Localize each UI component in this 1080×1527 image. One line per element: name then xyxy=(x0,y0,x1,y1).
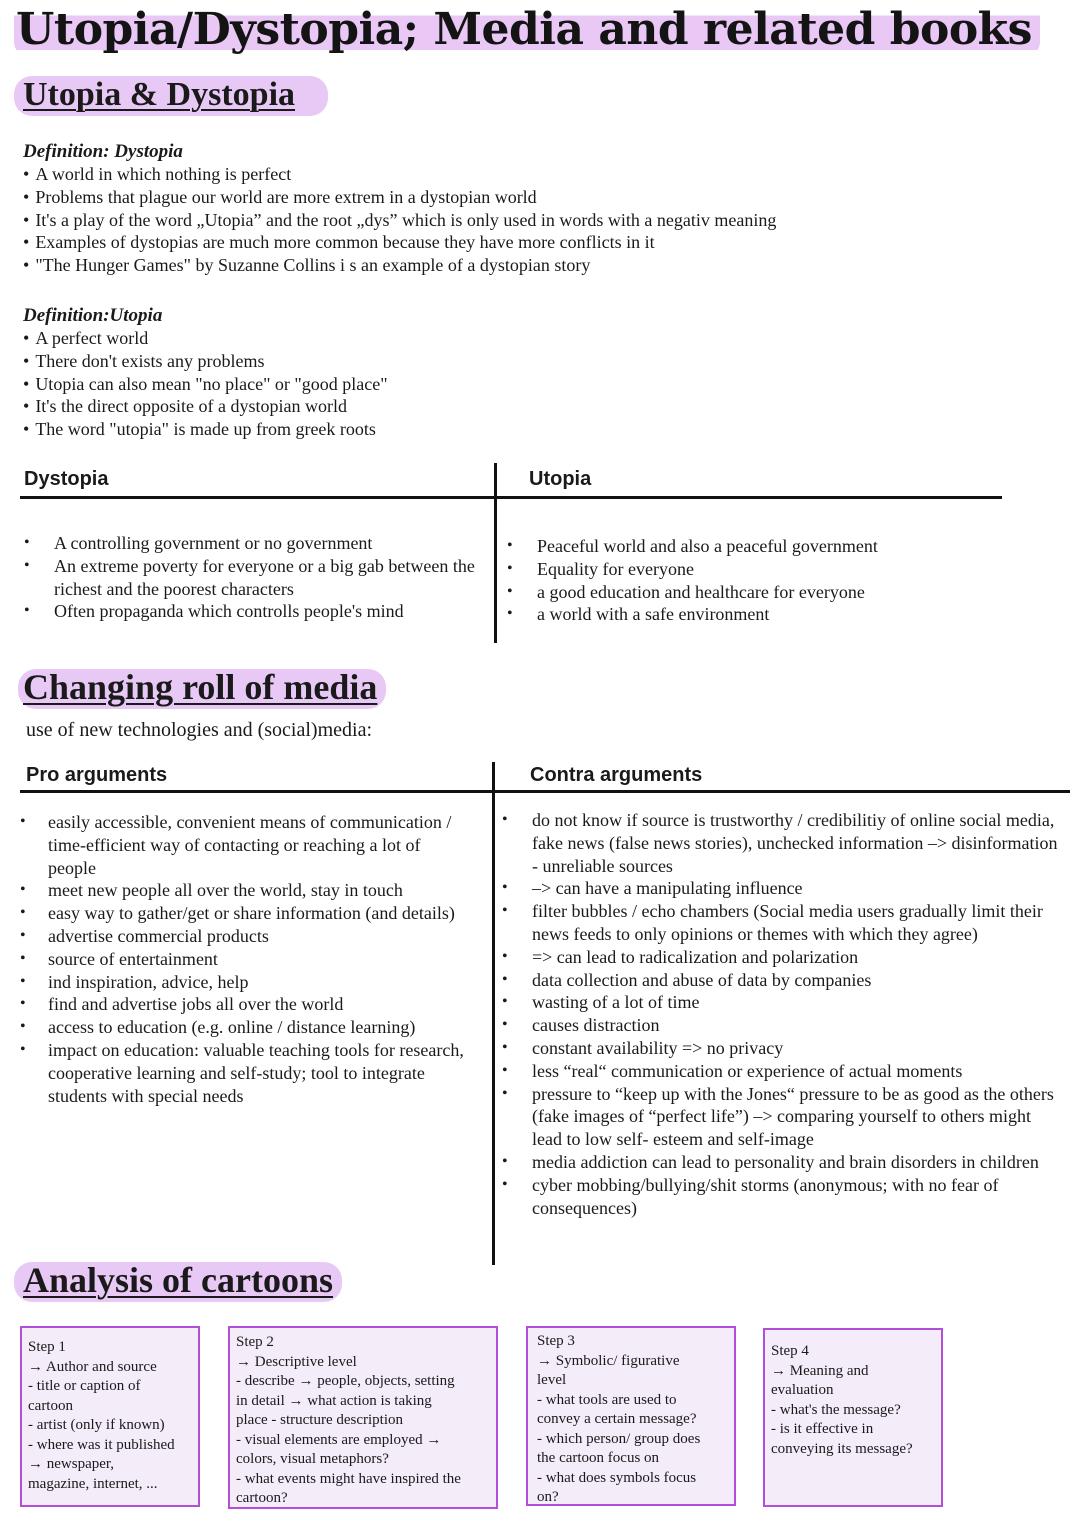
list-item: • find and advertise jobs all over the world xyxy=(20,994,344,1015)
cartoon-step-2: Step 2 → Descriptive level - describe → people, objects, setting in detail → what action is taking place - structure description - visual elements are employed → colors, visual metaphors? - what events might have inspired the cartoon? xyxy=(228,1326,498,1509)
list-item: • It's the direct opposite of a dystopian world xyxy=(23,395,388,418)
list-item: • source of entertainment xyxy=(20,948,218,969)
list-item: • a world with a safe environment xyxy=(507,604,770,625)
list-item: • A controlling government or no government xyxy=(24,533,373,553)
compare-list-utopia xyxy=(507,535,1027,626)
list-item: • cyber mobbing/bullying/shit storms (anonymous; with no fear of consequences) xyxy=(502,1174,999,1218)
list-item: • easy way to gather/get or share information (and details) xyxy=(20,903,455,924)
compare-divider-horizontal xyxy=(20,496,1002,499)
list-item: • Often propaganda which controlls people's mind xyxy=(24,601,404,622)
media-divider-horizontal xyxy=(20,790,1070,793)
definition-dystopia-title: Definition: Dystopia xyxy=(23,141,183,162)
list-item: • It's a play of the word „Utopia” and the root „dys” which is only used in words with a negativ meaning xyxy=(23,209,776,232)
section-heading-media: Changing roll of media xyxy=(23,667,378,707)
compare-heading-utopia: Utopia xyxy=(529,468,592,490)
list-item: • wasting of a lot of time xyxy=(502,992,700,1013)
contra-list xyxy=(502,809,1062,1219)
list-item: • => can lead to radicalization and polarization xyxy=(502,946,859,967)
cartoon-step-3: Step 3 → Symbolic/ figurative level - what tools are used to convey a certain message? - which person/ group does the cartoon focus on - what does symbols focus on? xyxy=(526,1326,736,1506)
list-item: • Examples of dystopias are much more common because they have more conflicts in it xyxy=(23,231,776,254)
definition-dystopia xyxy=(23,141,776,277)
list-item: • meet new people all over the world, stay in touch xyxy=(20,880,403,901)
list-item: • –> can have a manipulating influence xyxy=(502,878,803,899)
list-item: • A world in which nothing is perfect xyxy=(23,163,776,186)
compare-heading-dystopia: Dystopia xyxy=(24,468,109,490)
list-item: • media addiction can lead to personality and brain disorders in children xyxy=(502,1151,1039,1172)
list-item: • impact on education: valuable teaching tools for research, cooperative learning and self-study; tool to integrate students with special needs xyxy=(20,1039,464,1106)
list-item: • ind inspiration, advice, help xyxy=(20,971,249,992)
list-item: • A perfect world xyxy=(23,327,388,350)
definition-dystopia-list xyxy=(23,163,776,277)
contra-heading: Contra arguments xyxy=(530,764,703,786)
list-item: • advertise commercial products xyxy=(20,925,269,946)
compare-divider-vertical xyxy=(494,463,497,643)
section-heading-utopia-dystopia: Utopia & Dystopia xyxy=(23,76,296,113)
list-item: • causes distraction xyxy=(502,1015,660,1036)
list-item: • Utopia can also mean "no place" or "good place" xyxy=(23,373,388,396)
cartoon-step-1: Step 1 → Author and source - title or caption of cartoon - artist (only if known) - where was it published → newspaper, magazine, internet, ... xyxy=(20,1326,200,1507)
list-item: • easily accessible, convenient means of communication / time-efficient way of contacting or reaching a lot of people xyxy=(20,812,452,878)
media-divider-vertical xyxy=(492,762,495,1265)
list-item: • data collection and abuse of data by companies xyxy=(502,969,872,990)
definition-utopia-list xyxy=(23,327,388,441)
list-item: • The word "utopia" is made up from greek roots xyxy=(23,418,388,441)
list-item: • There don't exists any problems xyxy=(23,350,388,373)
list-item: • do not know if source is trustworthy / credibilitiy of online social media, fake news (false news stories), unchecked information –> disinformation - unreliable sources xyxy=(502,810,1058,876)
pro-heading: Pro arguments xyxy=(26,764,168,786)
list-item: • pressure to “keep up with the Jones“ pressure to be as good as the others (fake images of “perfect life”) –> comparing yourself to others might lead to low self- esteem and self-image xyxy=(502,1083,1054,1150)
list-item: • a good education and healthcare for everyone xyxy=(507,581,865,602)
media-intro: use of new technologies and (social)media: xyxy=(26,719,372,741)
compare-list-dystopia xyxy=(24,532,494,623)
list-item: • less “real“ communication or experience of actual moments xyxy=(502,1060,963,1081)
definition-utopia-title: Definition:Utopia xyxy=(23,305,163,326)
list-item: • An extreme poverty for everyone or a big gab between the richest and the poorest characters xyxy=(24,555,475,599)
list-item: • Peaceful world and also a peaceful government xyxy=(507,536,878,556)
definition-utopia xyxy=(23,305,388,441)
list-item: • Equality for everyone xyxy=(507,558,694,579)
page-title: Utopia/Dystopia; Media and related books xyxy=(14,4,1040,56)
section-heading-cartoons: Analysis of cartoons xyxy=(23,1260,334,1300)
list-item: • filter bubbles / echo chambers (Social media users gradually limit their news feeds to only opinions or themes with which they agree) xyxy=(502,901,1043,944)
cartoon-step-4: Step 4 → Meaning and evaluation - what's the message? - is it effective in conveying its message? xyxy=(763,1328,943,1507)
pro-list xyxy=(20,811,472,1107)
list-item: • access to education (e.g. online / distance learning) xyxy=(20,1017,416,1038)
list-item: • "The Hunger Games" by Suzanne Collins i s an example of a dystopian story xyxy=(23,254,776,277)
list-item: • Problems that plague our world are more extrem in a dystopian world xyxy=(23,186,776,209)
list-item: • constant availability => no privacy xyxy=(502,1037,784,1058)
